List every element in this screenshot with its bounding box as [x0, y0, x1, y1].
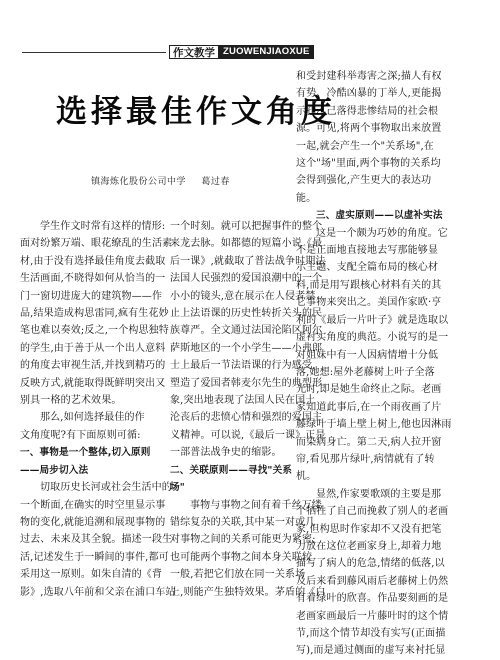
- body-text-line: 止上法语课的历史性转折关头的民: [170, 308, 323, 320]
- body-text-line: 能。: [296, 192, 317, 204]
- body-text-line: 及后来看到藤风雨后老藤树上仍然: [296, 575, 449, 587]
- body-text-line: 一般,若把它们放在同一关系场: [170, 569, 306, 581]
- body-text-line: 法国人民强烈的爱国浪潮中的一个: [170, 273, 323, 285]
- body-text-line: 机。: [296, 471, 317, 483]
- section-label-en: ZUOWENJIAOXUE: [219, 45, 314, 59]
- body-text-line: 义精神。可以说,《最后一课》正是: [170, 429, 326, 441]
- body-text-line: 利的《最后一片叶子》就是选取以: [296, 314, 449, 326]
- body-text-line: 帘,看见那片绿叶,病情就有了转: [296, 453, 435, 465]
- body-text-line: 家,但构思时作家却不又没有把笔: [296, 523, 442, 535]
- body-text-line: 来龙去脉。如都德的短篇小说《最: [170, 238, 323, 250]
- body-text-line: 节,而这个情节却没有实写(正面描: [296, 628, 446, 639]
- body-text-line: 对姐妹中有一人因病情增十分低: [296, 349, 439, 361]
- body-text-line: 过去、未来及其全貌。描述一段生: [20, 534, 173, 546]
- body-text-line: 虚衬实角度的典范。小说写的是一: [296, 332, 449, 344]
- body-text-line: 切取历史长河或社会生活中的: [40, 482, 172, 494]
- section-heading-line: 二、关联原则——寻找"关系: [170, 464, 293, 476]
- text-column-3: [296, 68, 490, 657]
- body-text-line: 笔也难以奏效;反之,一个构思独特: [20, 325, 169, 337]
- body-text-line: 品,结果造成构思雷同,疯有生花妙: [20, 308, 169, 320]
- body-text-line: 后一课》,就截取了普法战争时期法: [170, 255, 326, 267]
- body-text-line: 采用这一原则。如朱自清的《背: [20, 569, 163, 581]
- body-text-line: 它事物来突出之。美国作家欧·亨: [296, 297, 442, 309]
- section-heading-line: 场": [170, 482, 185, 494]
- body-text-line: 藤绿叶于墙上壁上树上,他也因淋雨: [296, 419, 452, 431]
- body-text-line: 别具一格的艺术效果。: [20, 395, 122, 407]
- body-text-line: 一个时刻。就可以把握事件的整个: [170, 221, 323, 232]
- body-text-line: 那么,如何选择最佳的作: [40, 412, 145, 424]
- article-title: 选择最佳作文角度: [56, 94, 336, 130]
- body-text-line: 一起,就会产生一个"关系场",在: [296, 140, 434, 152]
- body-text-line: 力放在这位老画家身上,却着力地: [296, 540, 442, 552]
- section-heading-line: 一、事物是一个整体,切入原则: [20, 447, 151, 459]
- body-text-line: 一个断面,在确实的时空里显示事: [20, 499, 166, 511]
- byline: [91, 174, 230, 187]
- body-text-line: 学生作文时常有这样的情形:: [40, 221, 166, 232]
- text-column-1: [20, 218, 176, 598]
- body-text-line: 材,由于没有选择最佳角度去截取: [20, 255, 166, 267]
- body-text-line: 错综复杂的关联,其中某一对或几: [170, 516, 316, 528]
- body-text-line: 示主题、支配全篇布局的核心材: [296, 262, 439, 274]
- body-text-line: 上,则能产生独特效果。茅盾的《白: [170, 586, 326, 598]
- body-text-line: 写),而是通过侧面的虚写来衬托显: [296, 645, 446, 657]
- body-text-line: 反映方式,就能取得既鲜明突出又: [20, 377, 166, 389]
- body-text-line: 的学生,由于善于从一个出人意料: [20, 342, 166, 354]
- body-text-line: 和受封建科举毒害之深;描人有权: [296, 71, 442, 82]
- body-text-line: 也可能两个事物之间本身关联较: [170, 551, 313, 563]
- section-tag: [166, 45, 317, 59]
- body-text-line: 影》,选取八年前和父亲在浦口车站: [20, 586, 176, 598]
- author-name: 葛过春: [201, 177, 230, 187]
- body-text-line: 有着绿叶的欣喜。作品要刻画的是: [296, 593, 449, 605]
- body-text-line: 门一窗切进庞大的建筑物——作: [20, 290, 163, 302]
- body-text-line: 这是一个颇为巧妙的角度。它: [316, 227, 448, 239]
- body-text-line: 落,她想:屋外老藤树上叶子全落: [296, 366, 435, 378]
- body-text-line: 小小的镜头,意在展示在人侵者禁: [170, 290, 316, 302]
- section-heading-line: 三、虚实原则——以虚补实法: [316, 210, 443, 222]
- body-text-line: 老画家画最后一片藤叶时的这个情: [296, 610, 449, 622]
- body-text-line: 对事物之间的关系可能更为紧密;: [170, 534, 316, 546]
- section-label-cn: 作文教学: [169, 45, 219, 59]
- body-text-line: 光时,即是她生命终止之际。老画: [296, 384, 442, 396]
- body-text-line: 物的变化,就能追溯和展现事物的: [20, 516, 166, 528]
- body-text-line: 会得到强化,产生更大的表达功: [296, 175, 432, 187]
- body-text-line: 面对纷繁万端、眼花缭乱的生活素: [20, 238, 173, 250]
- body-text-line: 沦丧后的悲愤心情和强烈的爱国主: [170, 412, 323, 424]
- body-text-line: 的角度去审视生活,并找到精巧的: [20, 360, 166, 372]
- body-text-line: 料,而是用写跟核心材料有关的其: [296, 279, 442, 291]
- body-text-line: 家知道此事后,在一个雨夜画了片: [296, 401, 442, 413]
- body-text-line: 萨斯地区的一个小学生——小弗郎: [170, 342, 323, 354]
- body-text-line: 个牺牲了自己而挽救了别人的老画: [296, 506, 449, 518]
- body-text-line: 有势、冷酷凶暴的丁举人,更能揭: [296, 88, 442, 100]
- body-text-line: 文角度呢?有下面原则可循:: [20, 429, 141, 441]
- body-text-line: 塑造了爱国者韩麦尔先生的典型形: [170, 377, 323, 389]
- body-text-line: 一部普法战争史的缩影。: [170, 447, 282, 459]
- author-organization: 镇海炼化股份公司中学: [91, 177, 187, 187]
- body-text-line: 不是正面地直接地去写那能够显: [296, 245, 439, 257]
- body-text-line: 士上最后一节法语课的行为感受,: [170, 360, 316, 372]
- body-text-line: 族尊严。全文通过法国沦陷区阿尔: [170, 325, 323, 337]
- body-text-line: 显然,作家要歌颂的主要是那: [316, 488, 442, 500]
- text-column-2: [170, 218, 326, 598]
- body-text-line: 描写了病人的危急,情绪的低落,以: [296, 558, 445, 570]
- section-heading-line: ——局步切入法: [20, 464, 89, 476]
- body-text-line: 这个"场"里面,两个事物的关系均: [296, 158, 441, 170]
- body-text-line: 而染病身亡。第二天,病人拉开窗: [296, 436, 442, 448]
- body-text-line: 生活画面,不晓得如何从恰当的一: [20, 273, 166, 285]
- body-text-line: 象,突出地表现了法国人民在国土: [170, 395, 316, 407]
- body-text-line: 事物与事物之间有着千丝万缕: [190, 499, 322, 511]
- body-text-line: 源。可见,将两个事物取出来放置: [296, 123, 442, 135]
- body-text-line: 活,记述发生于一瞬间的事件,都可: [20, 551, 169, 563]
- body-text-line: 示孔乙己落得悲惨结局的社会根: [296, 105, 439, 117]
